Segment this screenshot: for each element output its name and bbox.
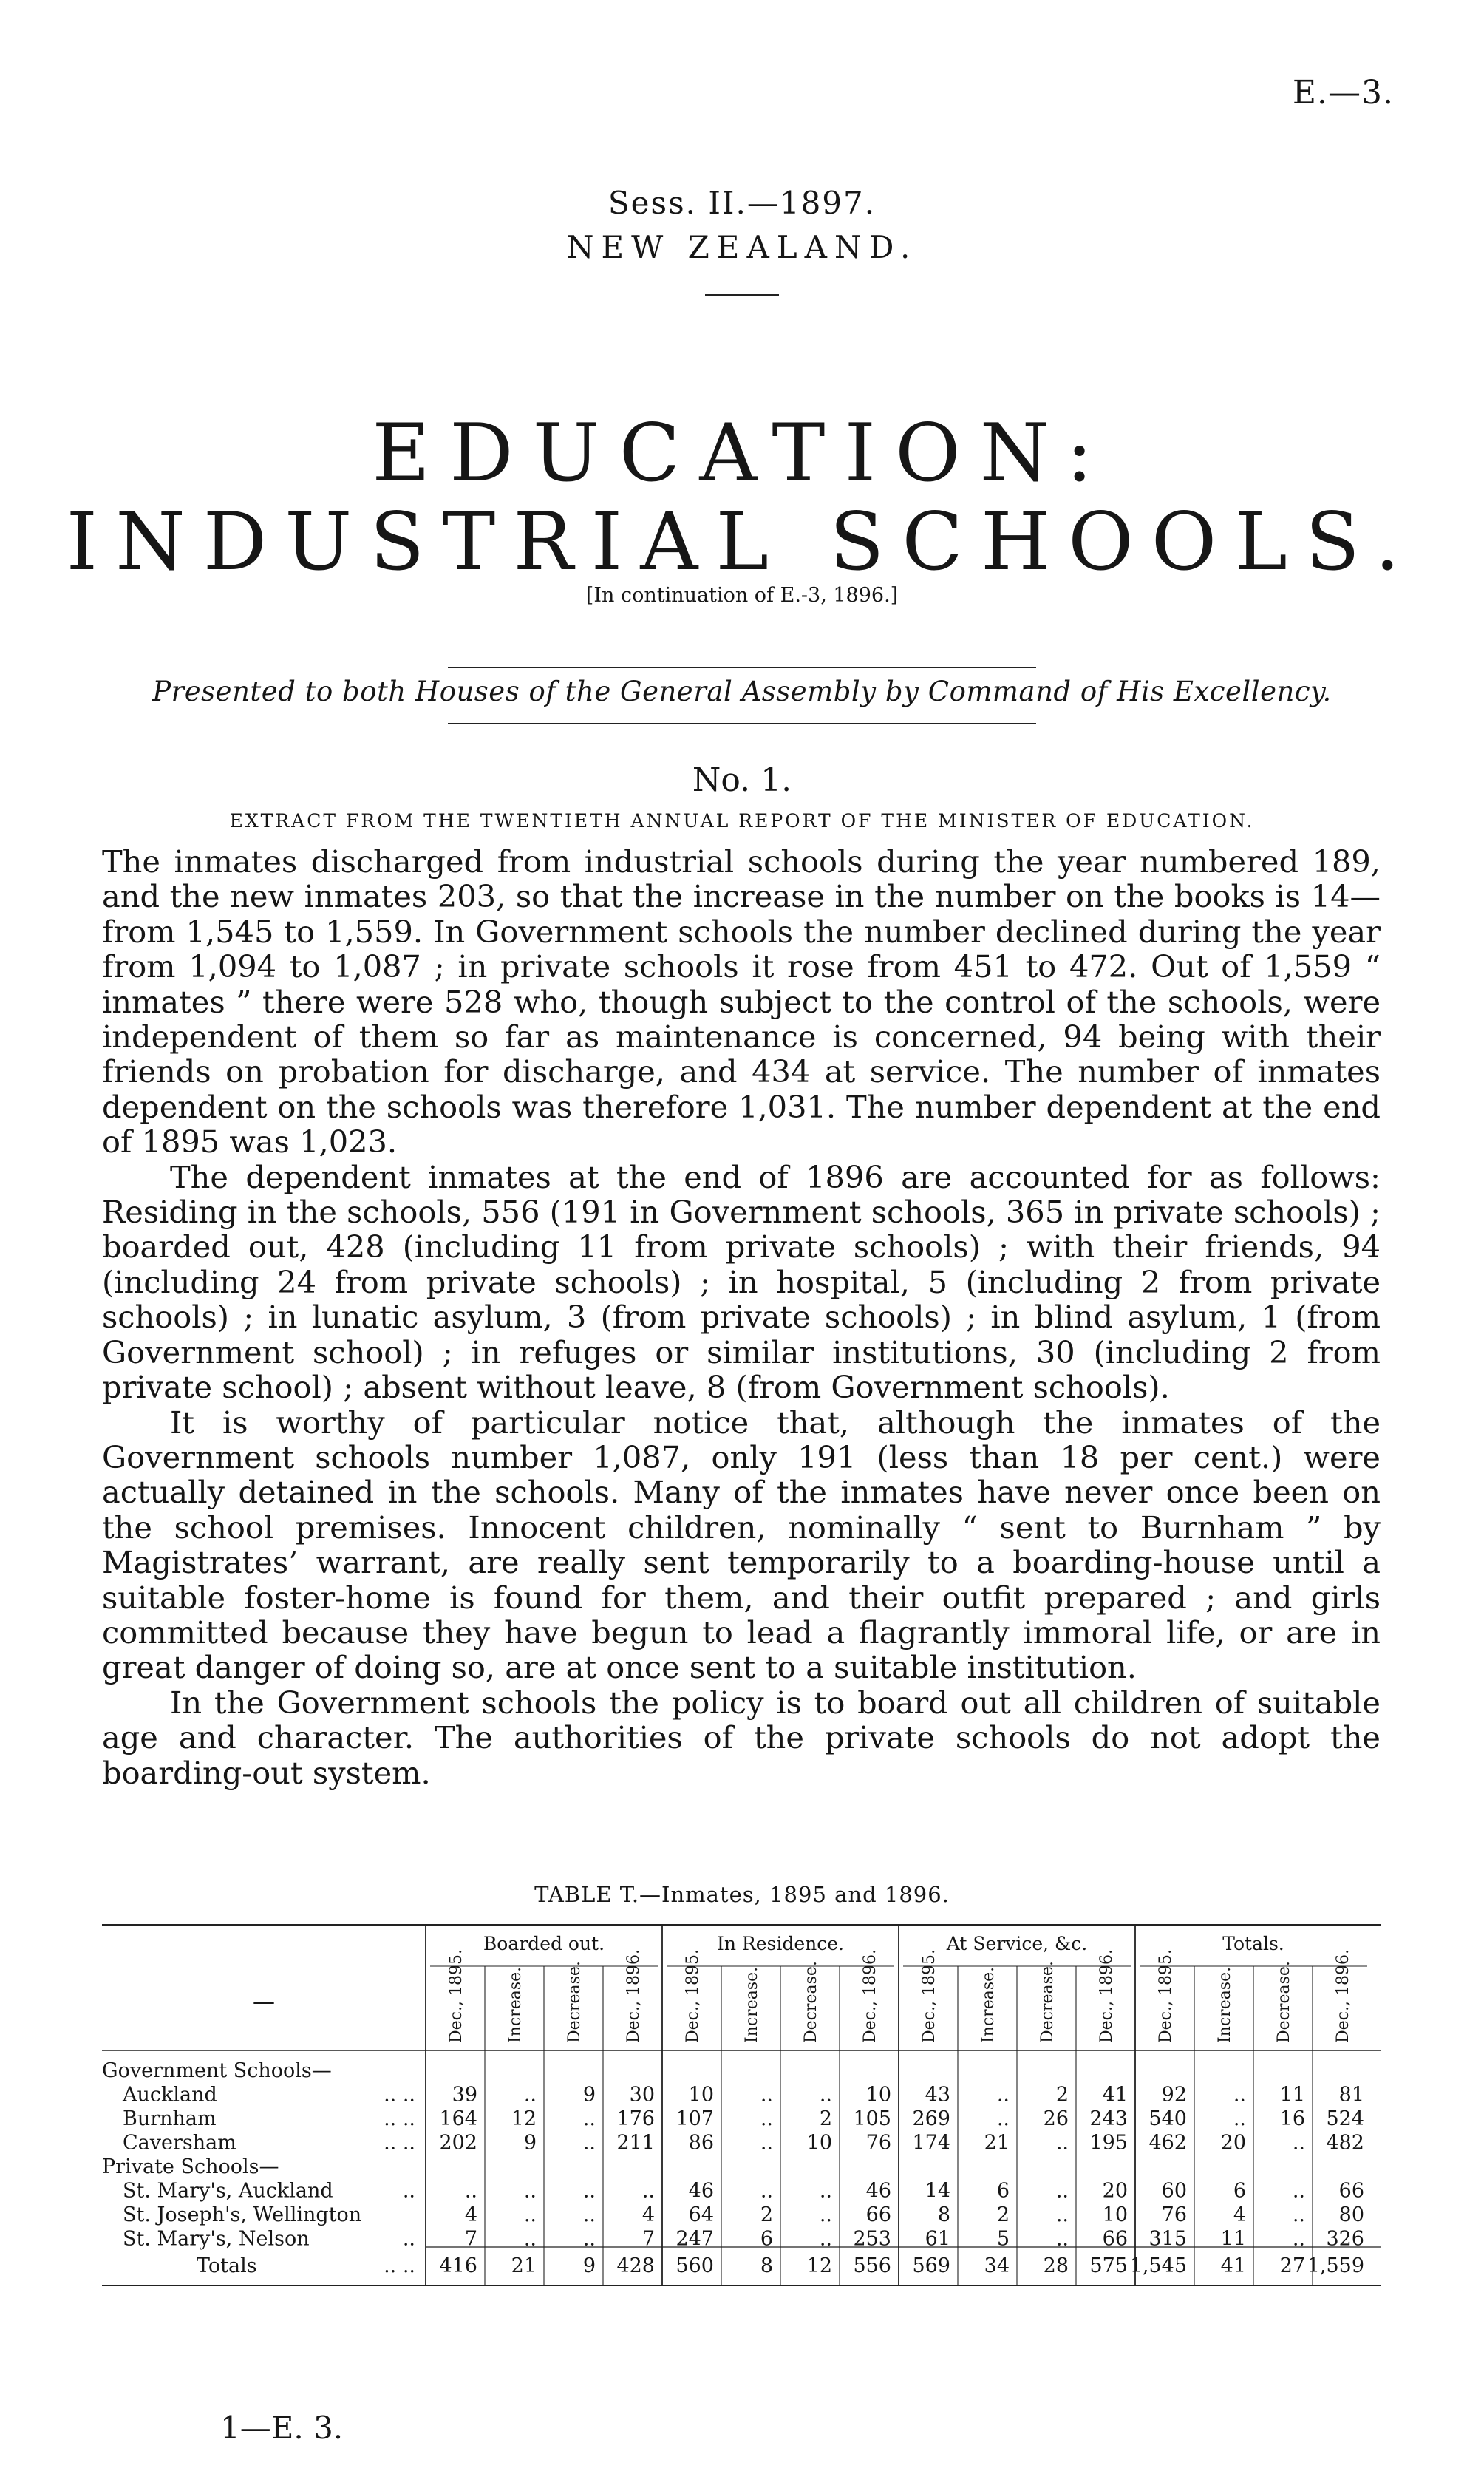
totals-label: Totals [197,2254,257,2277]
table-column-header: Increase. [979,1966,998,2043]
paragraph: It is worthy of particular notice that, although the inmates of the Government schools number 1,087, only 191 (less than 18 per cent.) were actually detained in the schools. Many of the inmates have never once been on the school premises. Innocent children, nominally “ sent to Burnham ” by Magistrates’ warrant, are really sent temporarily to a boarding-house until a suitable foster-home is found for them, and their outfit prepared ; and girls committed because they have begun to lead a flagrantly immoral life, or are in great danger of doing so, are at once sent to a suitable institution. [102,1404,1381,1686]
table-cell: 524 [1326,2107,1364,2130]
totals-cell: 428 [616,2254,655,2277]
table-cell: .. [760,2107,773,2130]
table-column-header: Decrease. [565,1961,584,2043]
table-cell: .. [523,2203,537,2226]
table-cell: 174 [912,2131,950,2155]
table-cell: 195 [1089,2131,1128,2155]
table-stub-header: — [253,1989,275,2015]
table-cell: 6 [1233,2179,1246,2203]
table-cell: 6 [760,2227,773,2251]
session-line: Sess. II.—1897. [607,185,877,221]
table-cell: 253 [853,2227,891,2251]
table-cell: 269 [912,2107,950,2130]
table-cell: 86 [688,2131,714,2155]
table-cell: .. [582,2203,596,2226]
table-cell: 10 [688,2083,714,2107]
table-column-header: Dec., 1896. [861,1949,879,2043]
title-line-2: INDUSTRIAL SCHOOLS. [66,496,1418,588]
table-group-header: Totals. [1222,1933,1284,1954]
table-cell: 176 [616,2107,655,2130]
table-cell: 243 [1089,2107,1128,2130]
table-cell: .. [819,2083,832,2107]
table-cell: 2 [1055,2083,1069,2107]
table-column-header: Dec., 1895. [447,1949,466,2043]
table-cell: .. [1292,2203,1305,2226]
continuation-note: [In continuation of E.-3, 1896.] [585,584,899,607]
table-cell: 4 [641,2203,655,2226]
table-cell: 61 [925,2227,950,2251]
table-cell: 66 [1102,2227,1128,2251]
table-caption: TABLE T.—Inmates, 1895 and 1896. [534,1882,950,1907]
table-cell: .. [1292,2227,1305,2251]
table-cell: 11 [1279,2083,1305,2107]
table-cell: .. [1055,2131,1069,2155]
totals-cell: 41 [1220,2254,1246,2277]
inmates-table-graphic [102,1913,1381,2386]
table-row-label: Caversham [123,2131,236,2155]
table-cell: .. [1292,2131,1305,2155]
totals-cell: 556 [853,2254,891,2277]
table-cell: .. [996,2107,1010,2130]
table-row-label: Burnham [123,2107,217,2130]
table-cell: 60 [1161,2179,1187,2203]
extract-title: EXTRACT FROM THE TWENTIETH ANNUAL REPORT OF THE MINISTER OF EDUCATION. [229,810,1255,832]
table-column-header: Increase. [506,1966,525,2043]
table-cell: 2 [760,2203,773,2226]
table-cell: .. [523,2083,537,2107]
table-cell: 7 [641,2227,655,2251]
table-cell: 10 [806,2131,832,2155]
table-row-label: St. Mary's, Auckland [123,2179,333,2203]
totals-cell: 28 [1043,2254,1069,2277]
table-column-header: Dec., 1895. [920,1949,939,2043]
table-row-label: Government Schools— [102,2059,332,2082]
table-column-header: Decrease. [1038,1961,1057,2043]
table-cell: 10 [865,2083,891,2107]
table-column-header: Dec., 1896. [1334,1949,1352,2043]
table-cell: .. [1055,2179,1069,2203]
totals-cell: 12 [806,2254,832,2277]
table-cell: 10 [1102,2203,1128,2226]
totals-cell: 560 [675,2254,714,2277]
document-code: E.—3. [1292,74,1394,112]
table-row-label: St. Mary's, Nelson [123,2227,310,2251]
table-cell: .. [1292,2179,1305,2203]
table-cell: 76 [865,2131,891,2155]
table-cell: 11 [1220,2227,1246,2251]
table-cell: .. [582,2179,596,2203]
table-cell: 540 [1148,2107,1187,2130]
table-cell: 80 [1338,2203,1364,2226]
table-cell: 20 [1102,2179,1128,2203]
table-column-header: Decrease. [1275,1961,1293,2043]
table-cell: 164 [439,2107,477,2130]
table-cell: .. [464,2179,477,2203]
table-group-header: At Service, &c. [946,1933,1088,1954]
table-row-label: St. Joseph's, Wellington [123,2203,362,2226]
table-cell: .. [582,2107,596,2130]
table-group-header: Boarded out. [483,1933,605,1954]
table-cell: 76 [1161,2203,1187,2226]
table-cell: .. [760,2179,773,2203]
table-cell: 482 [1326,2131,1364,2155]
table-cell: 247 [675,2227,714,2251]
table-group-header: In Residence. [716,1933,845,1954]
divider [448,723,1036,724]
table-cell: 6 [996,2179,1010,2203]
table-cell: 20 [1220,2131,1246,2155]
title-line-1: EDUCATION: [372,407,1112,500]
table-cell: .. [1233,2107,1246,2130]
table-cell: 105 [853,2107,891,2130]
table-cell: .. [760,2083,773,2107]
table-row-label: Auckland [123,2083,217,2107]
paragraph: In the Government schools the policy is to board out all children of suitable age and character. The authorities of the private schools do not adopt the boarding-out system. [102,1684,1381,1791]
table-cell: 8 [937,2203,950,2226]
leader-dots: .. [402,2179,415,2203]
table-cell: 43 [925,2083,950,2107]
table-cell: 4 [464,2203,477,2226]
totals-cell: 569 [912,2254,950,2277]
table-cell: .. [996,2083,1010,2107]
table-cell: 315 [1148,2227,1187,2251]
table-cell: 21 [984,2131,1010,2155]
totals-cell: 1,545 [1129,2254,1187,2277]
report-body [102,844,1381,1790]
table-cell: .. [760,2131,773,2155]
table-cell: 26 [1043,2107,1069,2130]
table-cell: 39 [452,2083,477,2107]
table-cell: 66 [865,2203,891,2226]
leader-dots: .. [402,2227,415,2251]
presented-line: Presented to both Houses of the General Assembly by Command of His Excellency. [152,676,1332,707]
table-row-label: Private Schools— [102,2155,279,2178]
totals-cell: 21 [511,2254,537,2277]
table-cell: .. [582,2131,596,2155]
divider [448,667,1036,668]
table-cell: 9 [582,2083,596,2107]
table-cell: 202 [439,2131,477,2155]
totals-cell: 9 [582,2254,596,2277]
table-cell: .. [523,2227,537,2251]
table-cell: 107 [675,2107,714,2130]
table-column-header: Dec., 1896. [624,1949,643,2043]
table-cell: 46 [688,2179,714,2203]
table-cell: .. [1233,2083,1246,2107]
table-column-header: Increase. [1216,1966,1234,2043]
totals-cell: 1,559 [1307,2254,1364,2277]
table-column-header: Dec., 1895. [684,1949,702,2043]
table-cell: .. [582,2227,596,2251]
leader-dots: .. .. [384,2131,415,2155]
divider [705,294,779,296]
table-cell: 7 [464,2227,477,2251]
totals-cell: 27 [1279,2254,1305,2277]
table-cell: 12 [511,2107,537,2130]
leader-dots: .. .. [384,2083,415,2107]
table-cell: 462 [1148,2131,1187,2155]
table-cell: 2 [819,2107,832,2130]
totals-cell: 34 [984,2254,1010,2277]
table-cell: .. [819,2203,832,2226]
table-column-header: Increase. [743,1966,761,2043]
paragraph: The inmates discharged from industrial schools during the year numbered 189, and the new inmates 203, so that the increase in the number on the books is 14—from 1,545 to 1,559. In Government schools the number declined during the year from 1,094 to 1,087 ; in private schools it rose from 451 to 472. Out of 1,559 “ inmates ” there were 528 who, though subject to the control of the schools, were independent of them so far as maintenance is concerned, 94 being with their friends on probation for discharge, and 434 at service. The number of inmates dependent on the schools was therefore 1,031. The number dependent at the end of 1895 was 1,023. [102,843,1381,1160]
table-cell: 2 [996,2203,1010,2226]
table-column-header: Dec., 1895. [1157,1949,1175,2043]
table-cell: 64 [688,2203,714,2226]
leader-dots: .. .. [384,2107,415,2130]
totals-cell: 8 [760,2254,773,2277]
table-cell: 46 [865,2179,891,2203]
footer-code: 1—E. 3. [220,2410,344,2446]
table-cell: 92 [1161,2083,1187,2107]
paragraph: The dependent inmates at the end of 1896 are accounted for as follows: Residing in the schools, 556 (191 in Government schools, 365 in private schools) ; boarded out, 428 (including 11 from private schools) ; with their friends, 94 (including 24 from private schools) ; in hospital, 5 (including 2 from private schools) ; in lunatic asylum, 3 (from private schools) ; in blind asylum, 1 (from Government school) ; in refuges or similar institutions, 30 (including 2 from private school) ; absent without leave, 8 (from Government schools). [102,1158,1381,1406]
table-cell: 41 [1102,2083,1128,2107]
section-number: No. 1. [692,761,792,799]
table-cell: 81 [1338,2083,1364,2107]
table-cell: .. [523,2179,537,2203]
table-column-header: Decrease. [802,1961,820,2043]
table-cell: 4 [1233,2203,1246,2226]
table-cell: 14 [925,2179,950,2203]
table-cell: .. [819,2179,832,2203]
totals-cell: 575 [1089,2254,1128,2277]
totals-cell: 416 [439,2254,477,2277]
table-cell: .. [819,2227,832,2251]
table-cell: .. [641,2179,655,2203]
table-cell: 5 [996,2227,1010,2251]
table-cell: 16 [1279,2107,1305,2130]
table-cell: 211 [616,2131,655,2155]
country-line: NEW ZEALAND. [566,229,918,265]
table-cell: 66 [1338,2179,1364,2203]
table-cell: .. [1055,2203,1069,2226]
inmates-table [102,1913,1381,2386]
table-cell: 9 [523,2131,537,2155]
leader-dots: .. .. [384,2254,415,2277]
table-cell: 30 [629,2083,655,2107]
table-cell: 326 [1326,2227,1364,2251]
table-column-header: Dec., 1896. [1097,1949,1116,2043]
table-cell: .. [1055,2227,1069,2251]
